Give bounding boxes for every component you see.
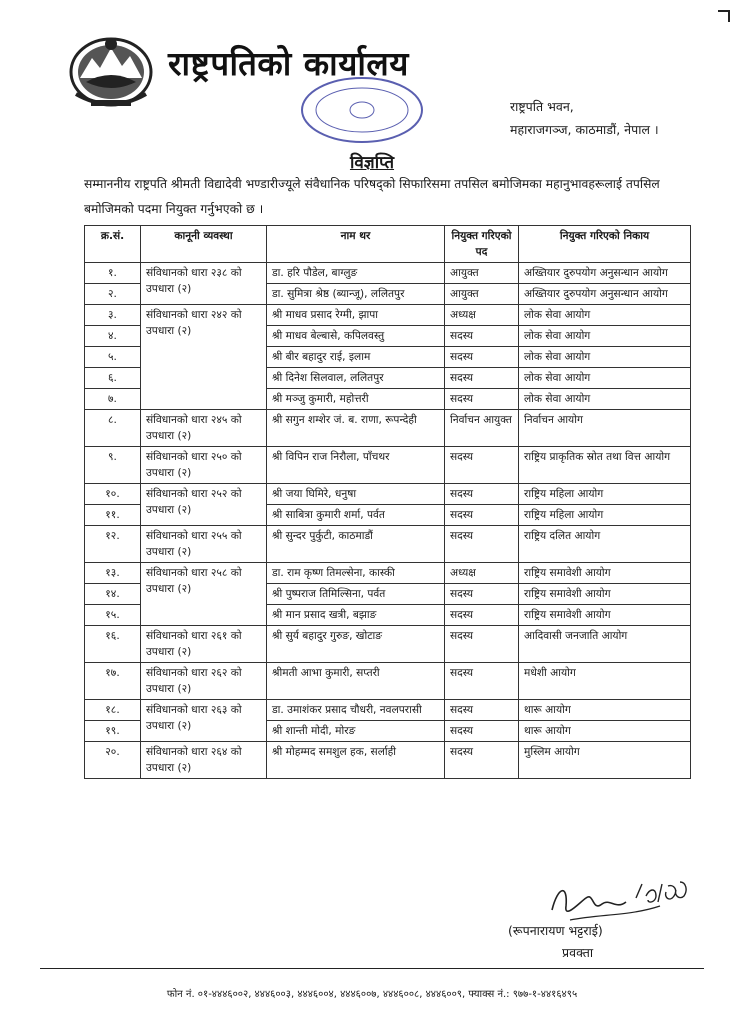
header-post: नियुक्त गरिएको पद: [445, 226, 519, 263]
footer-contacts: फोन नं. ०१-४४४६००२, ४४४६००३, ४४४६००४, ४४४६००७, ४४४६००८, ४४४६००९, फ्याक्स नं.: ९७७-१-४४१६४९५: [166, 989, 578, 1000]
signatory-name: (रूपनारायण भट्टराई): [508, 923, 603, 938]
body-cell: राष्ट्रिय महिला आयोग: [519, 484, 691, 505]
header-name: नाम थर: [267, 226, 445, 263]
notice-title: विज्ञप्ति: [349, 153, 395, 173]
serial-cell: १५.: [85, 605, 141, 626]
table-row: [85, 700, 691, 721]
body-cell: अख्तियार दुरुपयोग अनुसन्धान आयोग: [519, 284, 691, 305]
header-body: नियुक्त गरिएको निकाय: [519, 226, 691, 263]
serial-cell: ११.: [85, 505, 141, 526]
corner-crop-mark: [718, 10, 730, 22]
address-line-2: महाराजगञ्ज, काठमाडौं, नेपाल ।: [510, 122, 659, 137]
footer-rule: [40, 968, 704, 969]
post-cell: सदस्य: [445, 389, 519, 410]
body-cell: लोक सेवा आयोग: [519, 389, 691, 410]
name-cell: श्री दिनेश सिलवाल, ललितपुर: [267, 368, 445, 389]
serial-cell: १९.: [85, 721, 141, 742]
header-legal-provision: कानूनी व्यवस्था: [141, 226, 267, 263]
office-stamp: [296, 74, 428, 146]
post-cell: सदस्य: [445, 700, 519, 721]
legal-provision-cell: संविधानको धारा २५२ को उपधारा (२): [141, 484, 267, 526]
nepal-emblem-icon: [66, 32, 156, 110]
serial-cell: २०.: [85, 742, 141, 779]
table-row: [85, 305, 691, 326]
notice-intro: सम्माननीय राष्ट्रपति श्रीमती विद्यादेवी भण्डारीज्यूले संवैधानिक परिषद्को सिफारिसमा तपसिल बमोजिमका महानुभावहरूलाई तपसिल बमोजिमको पदमा नियुक्त गर्नुभएको छ ।: [84, 177, 660, 216]
legal-provision-cell: संविधानको धारा २४२ को उपधारा (२): [141, 305, 267, 410]
post-cell: सदस्य: [445, 368, 519, 389]
header-serial: क्र.सं.: [85, 226, 141, 263]
legal-provision-cell: संविधानको धारा २५५ को उपधारा (२): [141, 526, 267, 563]
body-cell: मधेशी आयोग: [519, 663, 691, 700]
body-cell: निर्वाचन आयोग: [519, 410, 691, 447]
name-cell: श्री मोहम्मद समशुल हक, सर्लाही: [267, 742, 445, 779]
legal-provision-cell: संविधानको धारा २६३ को उपधारा (२): [141, 700, 267, 742]
signatory-role: प्रवक्ता: [562, 945, 594, 960]
legal-provision-cell: संविधानको धारा २६४ को उपधारा (२): [141, 742, 267, 779]
body-cell: राष्ट्रिय समावेशी आयोग: [519, 605, 691, 626]
post-cell: सदस्य: [445, 326, 519, 347]
body-cell: आदिवासी जनजाति आयोग: [519, 626, 691, 663]
serial-cell: १८.: [85, 700, 141, 721]
post-cell: सदस्य: [445, 347, 519, 368]
name-cell: डा. हरि पौडेल, बाग्लुङ: [267, 263, 445, 284]
legal-provision-cell: संविधानको धारा २६२ को उपधारा (२): [141, 663, 267, 700]
name-cell: श्री बीर बहादुर राई, इलाम: [267, 347, 445, 368]
legal-provision-cell: संविधानको धारा २५० को उपधारा (२): [141, 447, 267, 484]
legal-provision-cell: संविधानको धारा २३८ को उपधारा (२): [141, 263, 267, 305]
post-cell: सदस्य: [445, 526, 519, 563]
name-cell: श्री विपिन राज निरौला, पाँचथर: [267, 447, 445, 484]
post-cell: सदस्य: [445, 584, 519, 605]
name-cell: श्री माधव प्रसाद रेग्मी, झापा: [267, 305, 445, 326]
table-row: [85, 447, 691, 484]
appointments-table: [84, 225, 691, 779]
name-cell: श्री मञ्जु कुमारी, महोत्तरी: [267, 389, 445, 410]
serial-cell: ३.: [85, 305, 141, 326]
name-cell: श्री पुष्पराज तिमिल्सिना, पर्वत: [267, 584, 445, 605]
serial-cell: ८.: [85, 410, 141, 447]
serial-cell: २.: [85, 284, 141, 305]
post-cell: आयुक्त: [445, 284, 519, 305]
table-row: [85, 563, 691, 584]
body-cell: लोक सेवा आयोग: [519, 326, 691, 347]
serial-cell: १६.: [85, 626, 141, 663]
post-cell: सदस्य: [445, 447, 519, 484]
post-cell: सदस्य: [445, 484, 519, 505]
post-cell: सदस्य: [445, 663, 519, 700]
name-cell: डा. राम कृष्ण तिमल्सेना, कास्की: [267, 563, 445, 584]
serial-cell: ७.: [85, 389, 141, 410]
name-cell: डा. उमाशंकर प्रसाद चौधरी, नवलपरासी: [267, 700, 445, 721]
name-cell: श्री सगुन शम्शेर जं. ब. राणा, रूपन्देही: [267, 410, 445, 447]
office-title: राष्ट्रपतिको कार्यालय: [168, 44, 409, 83]
serial-cell: १३.: [85, 563, 141, 584]
post-cell: निर्वाचन आयुक्त: [445, 410, 519, 447]
post-cell: सदस्य: [445, 742, 519, 779]
table-row: [85, 263, 691, 284]
name-cell: श्री माधव बेल्बासे, कपिलवस्तु: [267, 326, 445, 347]
name-cell: डा. सुमित्रा श्रेष्ठ (ब्यान्जू), ललितपुर: [267, 284, 445, 305]
body-cell: थारू आयोग: [519, 721, 691, 742]
body-cell: राष्ट्रिय समावेशी आयोग: [519, 563, 691, 584]
name-cell: श्री जया घिमिरे, धनुषा: [267, 484, 445, 505]
post-cell: सदस्य: [445, 721, 519, 742]
table-row: [85, 410, 691, 447]
table-row: [85, 626, 691, 663]
serial-cell: ६.: [85, 368, 141, 389]
table-row: [85, 484, 691, 505]
name-cell: श्री साबित्रा कुमारी शर्मा, पर्वत: [267, 505, 445, 526]
table-row: [85, 742, 691, 779]
post-cell: आयुक्त: [445, 263, 519, 284]
name-cell: श्री सुन्दर पुर्कुटी, काठमाडौं: [267, 526, 445, 563]
serial-cell: १४.: [85, 584, 141, 605]
name-cell: श्री सुर्य बहादुर गुरुङ, खोटाङ: [267, 626, 445, 663]
body-cell: राष्ट्रिय समावेशी आयोग: [519, 584, 691, 605]
body-cell: लोक सेवा आयोग: [519, 368, 691, 389]
body-cell: मुस्लिम आयोग: [519, 742, 691, 779]
post-cell: सदस्य: [445, 505, 519, 526]
body-cell: राष्ट्रिय प्राकृतिक स्रोत तथा वित्त आयोग: [519, 447, 691, 484]
body-cell: राष्ट्रिय महिला आयोग: [519, 505, 691, 526]
body-cell: अख्तियार दुरुपयोग अनुसन्धान आयोग: [519, 263, 691, 284]
post-cell: सदस्य: [445, 626, 519, 663]
serial-cell: ५.: [85, 347, 141, 368]
serial-cell: ९.: [85, 447, 141, 484]
serial-cell: ४.: [85, 326, 141, 347]
body-cell: थारू आयोग: [519, 700, 691, 721]
table-row: [85, 663, 691, 700]
body-cell: लोक सेवा आयोग: [519, 347, 691, 368]
address-line-1: राष्ट्रपति भवन,: [510, 99, 574, 114]
name-cell: श्री शान्ती मोदी, मोरङ: [267, 721, 445, 742]
post-cell: सदस्य: [445, 605, 519, 626]
name-cell: श्री मान प्रसाद खत्री, बझाङ: [267, 605, 445, 626]
legal-provision-cell: संविधानको धारा २४५ को उपधारा (२): [141, 410, 267, 447]
legal-provision-cell: संविधानको धारा २६१ को उपधारा (२): [141, 626, 267, 663]
serial-cell: १७.: [85, 663, 141, 700]
serial-cell: १२.: [85, 526, 141, 563]
post-cell: अध्यक्ष: [445, 563, 519, 584]
legal-provision-cell: संविधानको धारा २५८ को उपधारा (२): [141, 563, 267, 626]
table-row: [85, 526, 691, 563]
serial-cell: १.: [85, 263, 141, 284]
post-cell: अध्यक्ष: [445, 305, 519, 326]
name-cell: श्रीमती आभा कुमारी, सप्तरी: [267, 663, 445, 700]
body-cell: राष्ट्रिय दलित आयोग: [519, 526, 691, 563]
body-cell: लोक सेवा आयोग: [519, 305, 691, 326]
serial-cell: १०.: [85, 484, 141, 505]
table-header-row: [85, 226, 691, 263]
